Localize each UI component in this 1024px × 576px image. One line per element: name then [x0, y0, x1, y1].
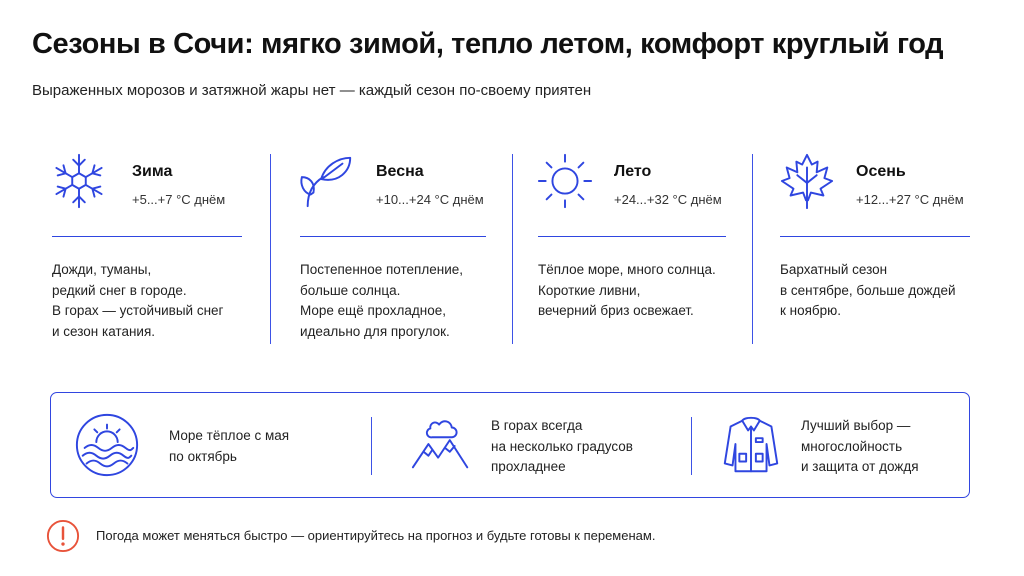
column-divider	[512, 154, 513, 344]
season-name: Весна	[376, 163, 424, 180]
sprout-icon	[298, 152, 356, 210]
season-name: Зима	[132, 163, 173, 180]
season-divider	[538, 236, 726, 237]
season-name: Лето	[614, 163, 652, 180]
jacket-icon	[717, 411, 785, 479]
season-temp: +5...+7 °C днём	[132, 192, 226, 207]
season-description: Тёплое море, много солнца. Короткие ливни, вечерний бриз освежает.	[538, 262, 716, 318]
warning-icon	[46, 519, 80, 553]
page-title: Сезоны в Сочи: мягко зимой, тепло летом, комфорт круглый год	[32, 28, 944, 60]
season-divider	[300, 236, 486, 237]
season-divider	[52, 236, 242, 237]
warning-note: Погода может меняться быстро — ориентируйтесь на прогноз и будьте готовы к переменам.	[96, 528, 656, 543]
season-divider	[780, 236, 970, 237]
sea-sun-icon	[73, 411, 141, 479]
page-subtitle: Выраженных морозов и затяжной жары нет — каждый сезон по-своему приятен	[32, 82, 592, 99]
season-description: Дожди, туманы, редкий снег в городе. В горах — устойчивый снег и сезон катания.	[52, 262, 224, 339]
column-divider	[752, 154, 753, 344]
snowflake-icon	[50, 152, 108, 210]
season-temp: +12...+27 °C днём	[856, 192, 964, 207]
sun-icon	[536, 152, 594, 210]
tip-text: Море тёплое с мая по октябрь	[169, 428, 290, 464]
tips-panel	[50, 392, 970, 498]
column-divider	[270, 154, 271, 344]
mountain-cloud-icon	[409, 411, 477, 479]
maple-leaf-icon	[778, 152, 836, 210]
panel-divider	[691, 417, 692, 475]
tip-text: В горах всегда на несколько градусов прохладнее	[491, 418, 633, 474]
season-name: Осень	[856, 163, 906, 180]
panel-divider	[371, 417, 372, 475]
season-description: Постепенное потепление, больше солнца. Море ещё прохладное, идеально для прогулок.	[300, 262, 464, 339]
tip-text: Лучший выбор — многослойность и защита от дождя	[801, 418, 919, 474]
season-temp: +10...+24 °C днём	[376, 192, 484, 207]
season-description: Бархатный сезон в сентябре, больше дождей к ноябрю.	[780, 262, 956, 318]
season-temp: +24...+32 °C днём	[614, 192, 722, 207]
